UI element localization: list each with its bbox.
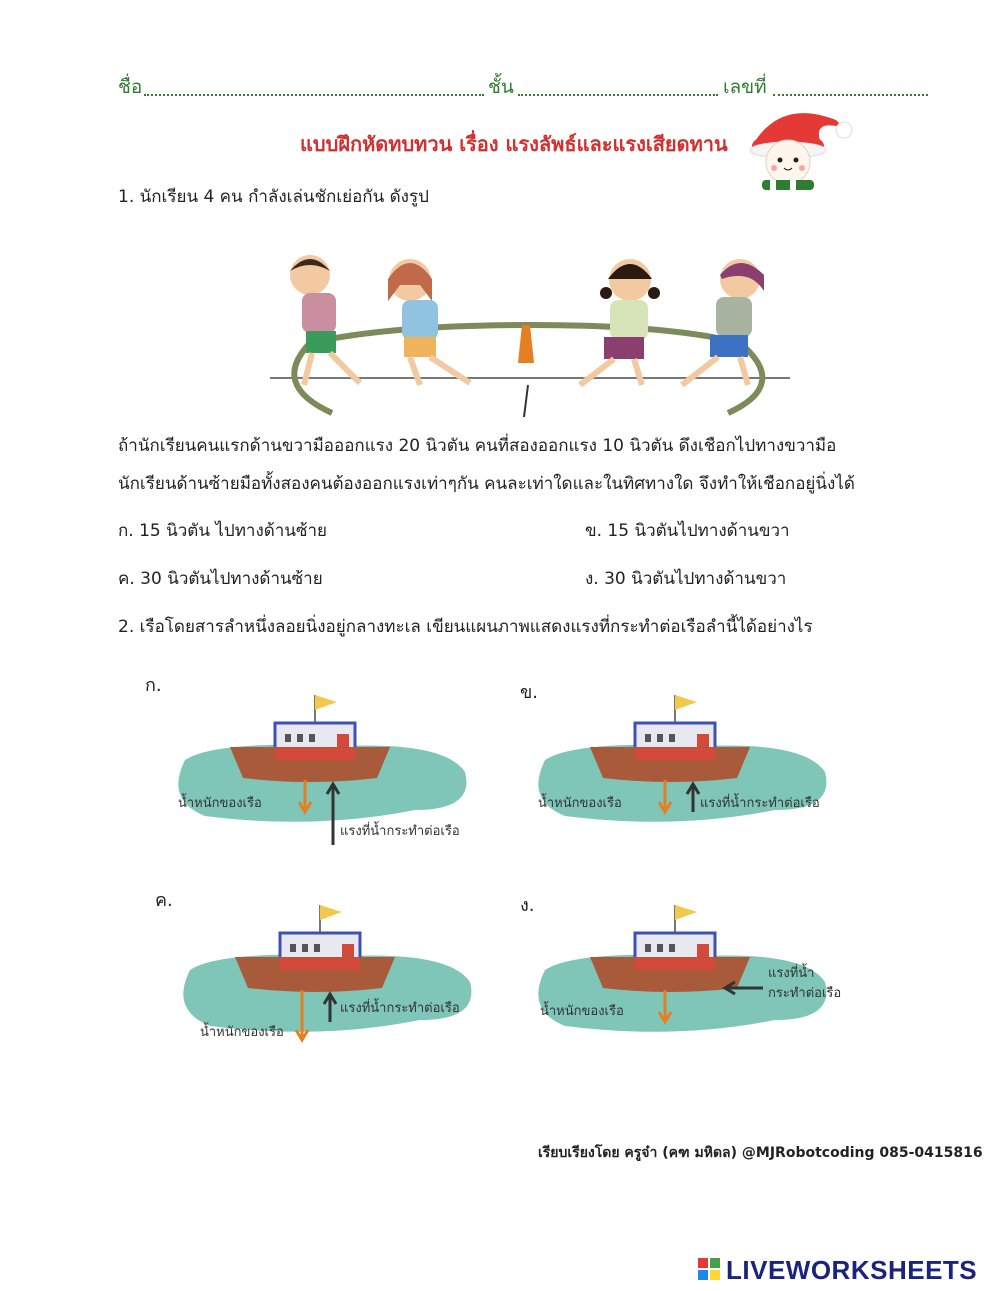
- name-field[interactable]: [144, 94, 484, 96]
- q2-choice-a-letter[interactable]: ก.: [145, 675, 162, 696]
- q2-choice-a-buoy-label: แรงที่น้ำกระทำต่อเรือ: [340, 824, 460, 839]
- q2-choice-a-weight-label: น้ำหนักของเรือ: [178, 796, 262, 811]
- santa-snowman-icon: [740, 98, 855, 193]
- liveworksheets-brand[interactable]: LIVEWORKSHEETS: [726, 1255, 978, 1285]
- class-label: ชั้น: [488, 76, 514, 98]
- q1-option-d[interactable]: ง. 30 นิวตันไปทางด้านขวา: [585, 569, 787, 589]
- q2-choice-d-buoy-label-1: แรงที่น้ำ: [768, 966, 815, 981]
- q1-body-line2: นักเรียนด้านซ้ายมือทั้งสองคนต้องออกแรงเท่าๆกัน คนละเท่าใดและในทิศทางใด จึงทำให้เชือกอยู่นิ่งได้: [118, 474, 855, 494]
- q2-choice-c-buoy-label: แรงที่น้ำกระทำต่อเรือ: [340, 1001, 460, 1016]
- q2-choice-c-letter[interactable]: ค.: [155, 890, 173, 911]
- q2-choice-b-letter[interactable]: ข.: [520, 682, 539, 703]
- tug-of-war-illustration: [270, 245, 790, 420]
- boat-diagram-b: [525, 690, 855, 850]
- liveworksheets-logo-icon: [698, 1258, 722, 1282]
- q1-option-a[interactable]: ก. 15 นิวตัน ไปทางด้านซ้าย: [118, 521, 328, 541]
- class-field[interactable]: [518, 94, 718, 96]
- q1-question: 1. นักเรียน 4 คน กำลังเล่นชักเย่อกัน ดังรูป: [118, 187, 429, 207]
- q2-choice-c-weight-label: น้ำหนักของเรือ: [200, 1025, 284, 1040]
- worksheet-title: แบบฝึกหัดทบทวน เรื่อง แรงลัพธ์และแรงเสียดทาน: [300, 132, 728, 156]
- author-credit: เรียบเรียงโดย ครูจ๋า (คฑ มหิดล) @MJRobotcoding 085-0415816: [538, 1145, 983, 1161]
- q2-choice-b-weight-label: น้ำหนักของเรือ: [538, 796, 622, 811]
- q1-body-line1: ถ้านักเรียนคนแรกด้านขวามือออกแรง 20 นิวตัน คนที่สองออกแรง 10 นิวตัน ดึงเชือกไปทางขวามือ: [118, 436, 837, 456]
- name-label: ชื่อ: [118, 76, 143, 98]
- q2-choice-d-letter[interactable]: ง.: [520, 895, 535, 916]
- q1-option-c[interactable]: ค. 30 นิวตันไปทางด้านซ้าย: [118, 569, 323, 589]
- q2-choice-b-buoy-label: แรงที่น้ำกระทำต่อเรือ: [700, 796, 820, 811]
- q1-option-b[interactable]: ข. 15 นิวตันไปทางด้านขวา: [585, 521, 790, 541]
- q2-choice-d-weight-label: น้ำหนักของเรือ: [540, 1004, 624, 1019]
- q2-choice-d-buoy-label-2: กระทำต่อเรือ: [768, 986, 842, 1001]
- q2-question: 2. เรือโดยสารลำหนึ่งลอยนิ่งอยู่กลางทะเล เขียนแผนภาพแสดงแรงที่กระทำต่อเรือลำนี้ได้อย่างไร: [118, 617, 813, 637]
- number-field[interactable]: [773, 94, 928, 96]
- number-label: เลขที่: [723, 76, 767, 98]
